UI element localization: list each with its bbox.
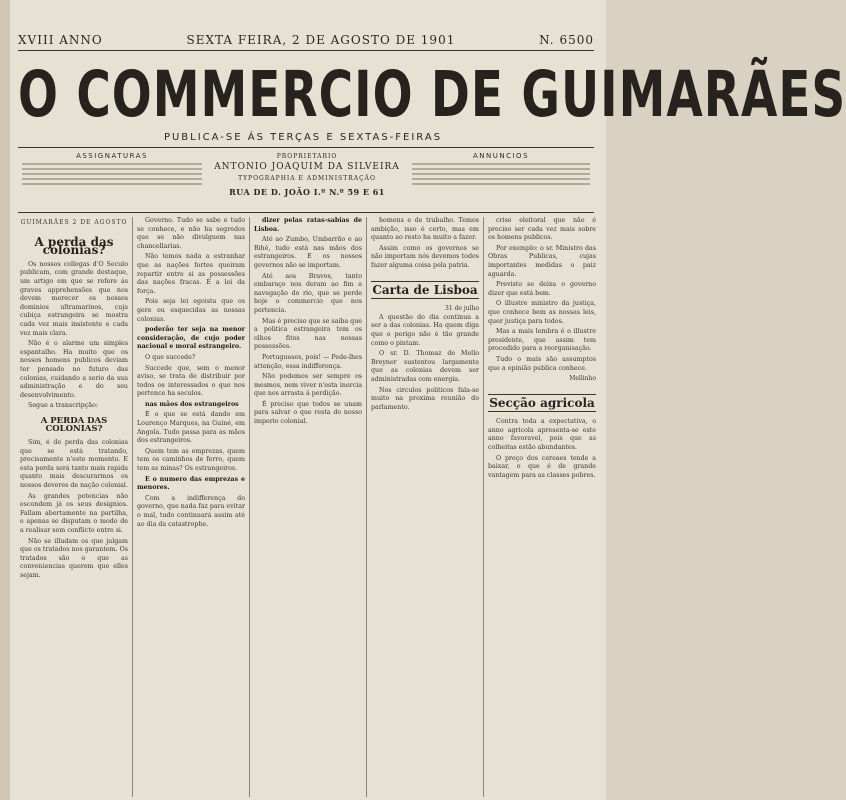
article-column-2	[137, 217, 245, 797]
text-line	[412, 163, 590, 165]
column-separator	[483, 217, 484, 797]
ads-heading: ANNUNCIOS	[472, 152, 530, 160]
paragraph: homens e de trabalho. Temos ambição, isso é certo, mas em quanto ao resto ha muito a fazer.	[371, 217, 479, 242]
paragraph: Quem tem as emprezas, quem tem os caminhos de ferro, quem tem as minas? Os estrangeiros.	[137, 447, 245, 473]
paragraph: Previsto se deixa o governo dizer que está bem.	[488, 281, 596, 297]
publisher-box	[213, 150, 401, 210]
paragraph: Assim como os governos se não importam nós devemos todos fazer alguma coisa pela patria.	[371, 244, 479, 269]
column-separator	[132, 217, 133, 797]
bold-paragraph: dizer pelas ratas-sabias de Lisboa.	[254, 217, 362, 233]
paragraph: Pois seja lei egoista que os gere ou esquecidas as nossas colonias.	[137, 298, 245, 323]
paragraph: crise eleitoral que não é preciso ser cada vez mais sobre os homens publicos.	[488, 217, 596, 242]
paragraph: Mas é preciso que se saiba que a politica estrangeira tem os olhos fitos nas nossas possessões.	[254, 317, 362, 351]
section-heading-carta: Carta de Lisboa	[371, 281, 479, 300]
paragraph: Sim, é de perda das colonias que se está tratando, precisamente n'este momento. E esta perda será tanto mais rapida quanto mais descurarmos os nossos deveres de nação colonial.	[20, 439, 128, 490]
paragraph: Os nossos collegas d'O Seculo publicam, com grande destaque, um artigo em que se refere ás graves apprehensões que nos devem merecer os nossos dominios ultramarinos, cuja cubiça estrangeira se mostra cada vez mais insistente e cada vez mais clara.	[20, 260, 128, 337]
column-separator	[249, 217, 250, 797]
text-line	[412, 168, 590, 170]
paragraph: Não é o alarme um simples espantalho. Ha muito que os nossos homens publicos deviam ter pensado no futuro das colonias, cuidando a serio da sua administração e do seu desenvolvimento.	[20, 340, 128, 399]
owner-name: ANTONIO JOAQUIM DA SILVEIRA	[214, 162, 400, 172]
paragraph: Até ao Zumbo, Umbarrão e ao Bihé, tudo está nas mãos dos estrangeiros. E os nossos governos não se importam.	[254, 236, 362, 269]
text-line	[22, 183, 202, 185]
info-bar	[18, 150, 594, 210]
paragraph: Tudo o mais são assumptos que a opinião publica conhece.	[488, 355, 596, 372]
header-line	[18, 33, 594, 47]
text-line	[22, 178, 202, 180]
paragraph: O illustre ministro da justiça, que conhece bem as nossas leis, quer justiça para todos.	[488, 300, 596, 325]
paragraph: É o que se está dando em Lourenço Marques, na Guiné, em Angola. Tudo passa para as mãos dos estrangeiros.	[137, 411, 245, 445]
subscriptions-box	[18, 150, 206, 210]
paragraph: Succede que, sem o menor aviso, se trata de distribuir por todos os interessados o que nos pertence ha seculos.	[137, 364, 245, 398]
ads-box	[408, 150, 594, 210]
article-subheading: A PERDA DAS COLONIAS?	[40, 415, 108, 435]
info-rule	[18, 212, 594, 213]
address-label: RUA DE D. JOÃO I.º N.º 59 E 61	[229, 187, 385, 197]
text-line	[412, 183, 590, 185]
paragraph: Não se illudam os que julgam que os tratados nos garantem. Os tratados são o que as conveniencias querem que elles sejam.	[20, 537, 128, 579]
paragraph: Segue a transcripção:	[28, 402, 98, 410]
article-column-4	[371, 217, 479, 797]
paragraph: O preço dos cereaes tende a baixar, o que é de grande vantagem para as classes pobres.	[488, 454, 596, 479]
article-column-3	[254, 217, 362, 797]
issue-number: N. 6500	[539, 33, 594, 47]
paragraph: Nos circulos politicos fala-se muito na proxima reunião do parlamento.	[371, 386, 479, 411]
paragraph: A questão do dia continua a ser a das colonias. Ha quem diga que o perigo não é tão grande como o pintam.	[371, 313, 479, 347]
text-line	[22, 168, 202, 170]
header-rule	[18, 50, 594, 51]
paragraph: Com a indifferença do governo, que nada faz para evitar o mal, tudo continuará assim até ao dia da catastrophe.	[137, 494, 245, 528]
text-line	[22, 173, 202, 175]
typography-label: TYPOGRAPHIA E ADMINISTRAÇÃO	[238, 175, 376, 182]
text-line	[22, 163, 202, 165]
paragraph: As grandes potencias não escondem já os seus designios. Fallam abertamente na partilha, e apenas se disputam o modo de a realisar sem conflicto entre si.	[20, 492, 128, 534]
bold-paragraph: nas mãos dos estrangeiros	[145, 400, 239, 408]
section-heading-agricola: Secção agricola	[488, 394, 596, 413]
paragraph: O sr. D. Thomaz de Mello Breyner sustentou largamente que as colonias devem ser administradas com energia.	[371, 350, 479, 383]
paragraph: Por exemplo: o sr. Ministro das Obras Publicas, cujas importantes medidas o paiz aguarda.	[488, 244, 596, 278]
paragraph: É preciso que todos se unam para salvar o que resta do nosso imperio colonial.	[254, 400, 362, 426]
paragraph: Contra toda a expectativa, o anno agricola apresenta-se este anno favoravel, pois que as colheitas estão abundantes.	[488, 418, 596, 452]
article-heading: A perda das colonias?	[34, 234, 114, 258]
signature: Mellinho	[569, 375, 596, 383]
article-column-1	[20, 217, 128, 797]
bold-paragraph: E o numero das emprezas e menores.	[137, 475, 245, 492]
date-label: SEXTA FEIRA, 2 DE AGOSTO DE 1901	[186, 33, 456, 47]
paragraph: Não temos nada a estranhar que as nações fortes queiram repartir entre si as possessões das nações fracas. É a lei da força.	[137, 253, 245, 295]
masthead-title: O COMMERCIO DE GUIMARÃES	[18, 58, 846, 133]
paragraph: Portugueses, pois! — Pede-lhes attenção, essa indifferença.	[254, 353, 362, 370]
masthead-tagline: PUBLICA-SE ÁS TERÇAS E SEXTAS-FEIRAS	[163, 132, 443, 143]
year-label: XVIII ANNO	[18, 33, 103, 47]
paragraph: O que succede?	[145, 353, 196, 361]
dateline: GUIMARÃES 2 DE AGOSTO	[20, 219, 128, 226]
article-column-5	[488, 217, 596, 797]
text-line	[412, 173, 590, 175]
text-line	[412, 178, 590, 180]
bold-paragraph: poderão ter seja na menor consideração, de cujo poder nacional e moral estrangeiro.	[137, 326, 245, 351]
paragraph: Até aos Bravos, tanto embaraço nos deram ao fim a navegação do rio, que se perde hoje o commercio que nos pertencia.	[254, 272, 362, 314]
subscriptions-heading: ASSIGNATURAS	[76, 152, 148, 160]
paragraph: Não podemos ser sempre os mesmos, nem viver n'esta inercia que nos arrasta á perdição.	[254, 373, 362, 398]
column-separator	[366, 217, 367, 797]
dateline: 31 de julho	[445, 305, 479, 313]
paragraph: Mas a mais lembra é o illustre presidente, que assim tem procedido para a reorganisação.	[488, 328, 596, 353]
owner-label: PROPRIETARIO	[276, 153, 338, 160]
paragraph: Governo. Tudo se sabe e tudo se conhece, e não ha segredos que se não divulguem nas chancellarias.	[137, 217, 245, 250]
masthead-rule	[18, 147, 594, 148]
